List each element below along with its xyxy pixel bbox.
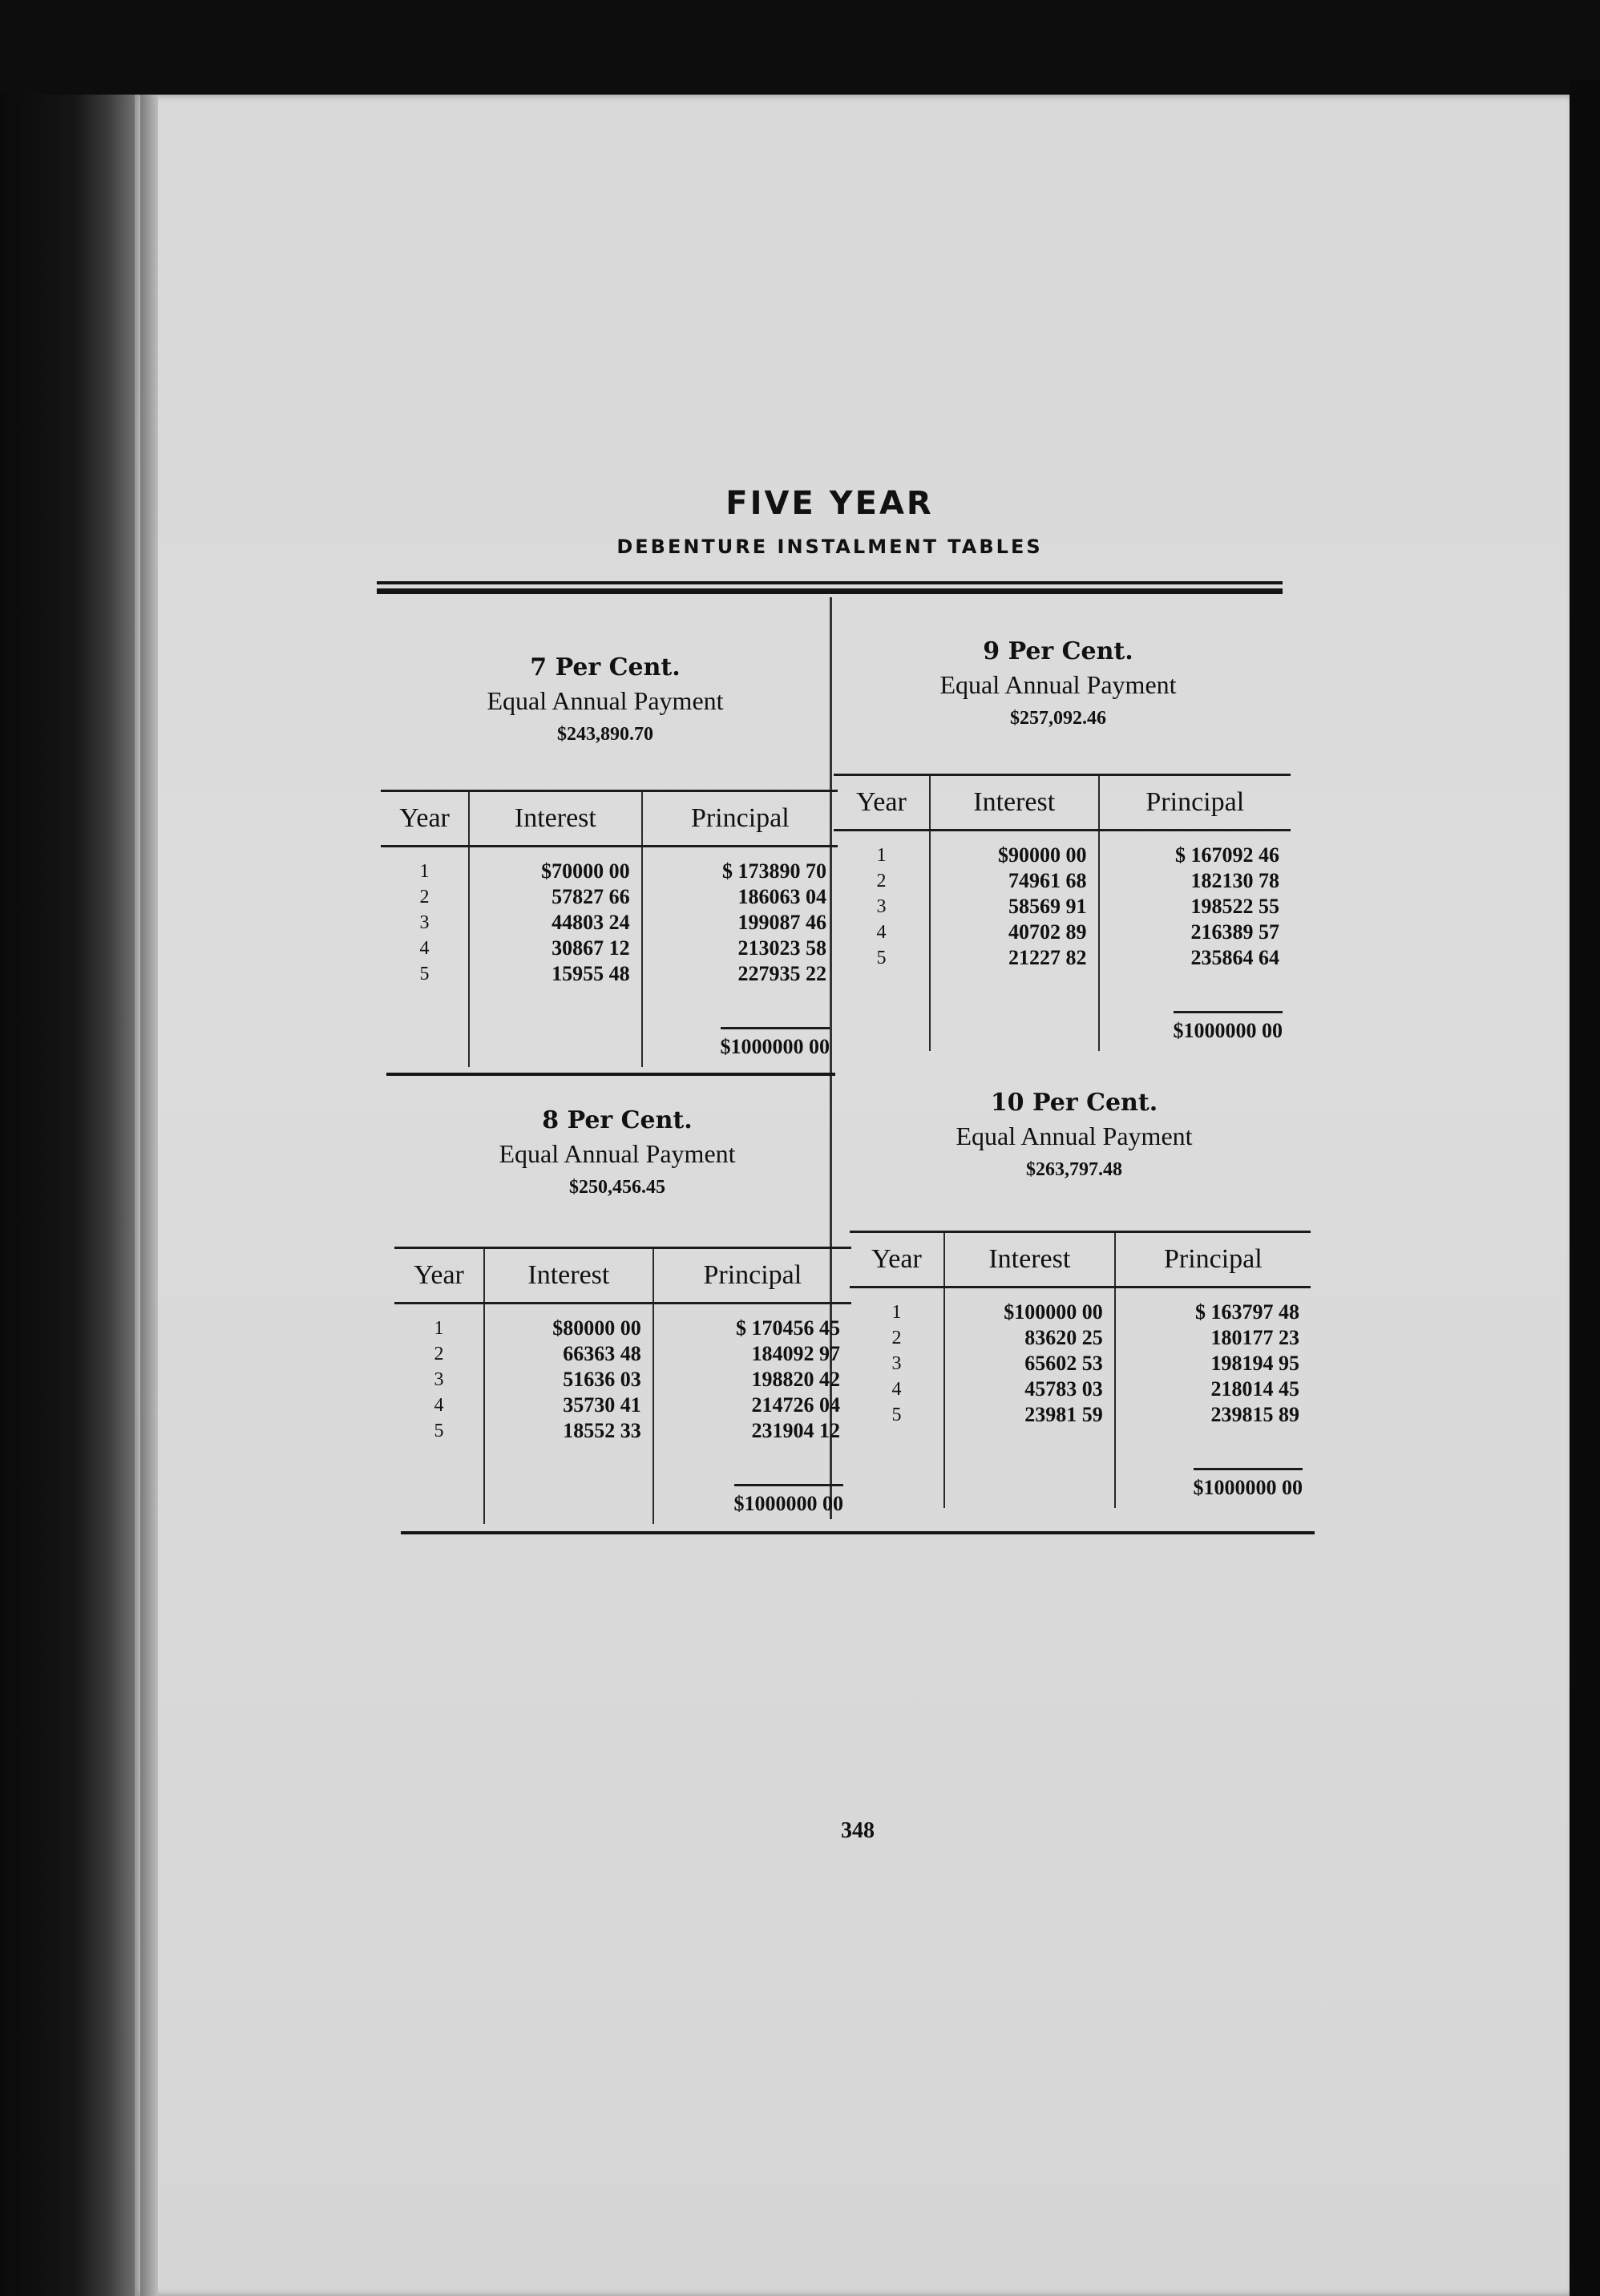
column-header-interest: Interest	[944, 1232, 1115, 1287]
instalment-table-8	[394, 1247, 851, 1524]
rate-block-10	[850, 1089, 1299, 1181]
column-header-interest: Interest	[469, 791, 642, 847]
table-body	[834, 831, 1291, 1012]
payment-amount-10: $263,797.48	[1026, 1159, 1122, 1180]
year-column: 1 2 3 4 5	[434, 1318, 444, 1441]
book-page	[135, 95, 1570, 2296]
page-number: 348	[841, 1818, 875, 1843]
principal-total: $1000000 00	[1194, 1468, 1303, 1501]
principal-column: $ 173890 70 186063 04 199087 46 213023 58 227935 22	[642, 847, 838, 1028]
column-header-year: Year	[394, 1248, 484, 1304]
column-header-principal: Principal	[1099, 775, 1291, 831]
table-body	[394, 1304, 851, 1485]
section-rule-bottom	[401, 1531, 1315, 1534]
payment-amount-9: $257,092.46	[1010, 708, 1106, 729]
principal-total: $1000000 00	[721, 1027, 830, 1060]
instalment-table-9	[834, 774, 1291, 1051]
rate-heading-9: 9 Per Cent.	[983, 637, 1133, 665]
table-body	[850, 1287, 1311, 1469]
page-spine-edge	[140, 95, 158, 2296]
page-title: FIVE YEAR	[725, 485, 934, 522]
column-header-interest: Interest	[930, 775, 1099, 831]
rate-heading-7: 7 Per Cent.	[530, 653, 681, 681]
column-header-year: Year	[381, 791, 469, 847]
year-column: 1 2 3 4 5	[876, 845, 887, 968]
scan-border-right	[1570, 80, 1600, 2296]
interest-column: $70000 00 57827 66 44803 24 30867 12 15955 48	[469, 847, 642, 1028]
rate-heading-10: 10 Per Cent.	[990, 1089, 1158, 1117]
column-header-year: Year	[834, 775, 930, 831]
rate-heading-8: 8 Per Cent.	[542, 1106, 693, 1134]
principal-total: $1000000 00	[1174, 1011, 1283, 1044]
principal-total: $1000000 00	[734, 1484, 844, 1517]
year-column: 1 2 3 4 5	[419, 861, 430, 984]
rate-block-9	[834, 637, 1283, 730]
rate-block-7	[381, 653, 830, 746]
page-subtitle: DEBENTURE INSTALMENT TABLES	[616, 536, 1043, 558]
interest-column: $80000 00 66363 48 51636 03 35730 41 18552 33	[484, 1304, 653, 1485]
payment-label-8: Equal Annual Payment	[499, 1139, 736, 1168]
column-header-principal: Principal	[642, 791, 838, 847]
scan-border-left	[0, 95, 135, 2296]
scan-border-top	[0, 0, 1600, 95]
instalment-table-10	[850, 1231, 1311, 1508]
payment-label-10: Equal Annual Payment	[956, 1122, 1193, 1150]
payment-amount-8: $250,456.45	[569, 1177, 665, 1198]
payment-label-7: Equal Annual Payment	[487, 686, 724, 715]
column-header-interest: Interest	[484, 1248, 653, 1304]
rate-block-8	[393, 1106, 842, 1199]
column-header-year: Year	[850, 1232, 944, 1287]
principal-column: $ 170456 45 184092 97 198820 42 214726 04 231904 12	[653, 1304, 851, 1485]
header-double-rule	[377, 581, 1283, 594]
instalment-table-7	[381, 790, 838, 1067]
section-rule-left	[386, 1073, 835, 1076]
interest-column: $100000 00 83620 25 65602 53 45783 03 23981 59	[944, 1287, 1115, 1469]
column-header-principal: Principal	[653, 1248, 851, 1304]
payment-label-9: Equal Annual Payment	[939, 670, 1177, 699]
principal-column: $ 167092 46 182130 78 198522 55 216389 57 235864 64	[1099, 831, 1291, 1012]
year-column: 1 2 3 4 5	[891, 1302, 902, 1425]
column-header-principal: Principal	[1115, 1232, 1311, 1287]
table-body	[381, 847, 838, 1028]
principal-column: $ 163797 48 180177 23 198194 95 218014 45 239815 89	[1115, 1287, 1311, 1469]
interest-column: $90000 00 74961 68 58569 91 40702 89 21227 82	[930, 831, 1099, 1012]
payment-amount-7: $243,890.70	[557, 724, 653, 745]
